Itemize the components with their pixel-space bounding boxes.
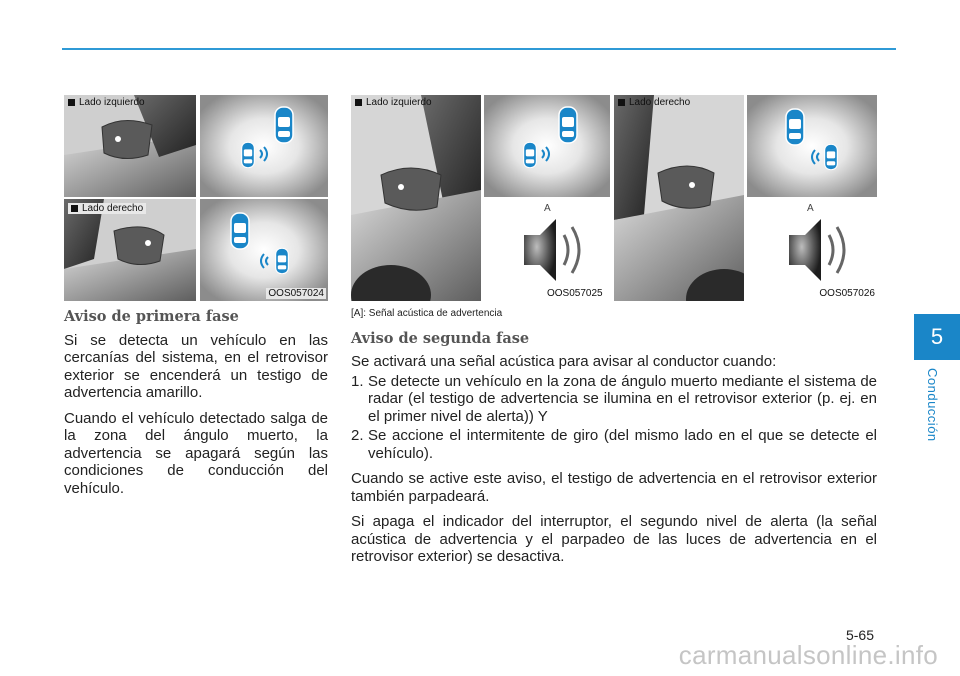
bullet-square-icon	[355, 99, 362, 106]
caption-right-side: Lado derecho	[68, 203, 146, 214]
bullet-square-icon	[71, 205, 78, 212]
caption-left-side: Lado izquierdo	[355, 97, 432, 108]
figure-code-right: OOS057026	[819, 288, 875, 299]
chapter-title: Conducción	[925, 368, 940, 442]
burst-illustration-left-2	[484, 95, 610, 197]
mirror-photo-right-large	[614, 95, 744, 301]
burst-illustration-left	[200, 95, 328, 197]
watermark: carmanualsonline.info	[678, 640, 938, 670]
caption-left-side: Lado izquierdo	[68, 97, 145, 108]
section-first-stage	[64, 308, 328, 505]
speaker-label: A	[807, 203, 814, 214]
paragraph: Cuando el vehículo detectado salga de la zona del ángulo muerto, la advertencia se apagará según las condiciones de conducción del vehículo.	[64, 409, 328, 497]
mirror-photo-left-large	[351, 95, 481, 301]
figure-code: OOS057024	[268, 288, 324, 299]
figure-second-stage	[351, 95, 877, 301]
paragraph: Cuando se active este aviso, el testigo de advertencia en el retrovisor exterior también parpadeará.	[351, 470, 877, 505]
figure-note: [A]: Señal acústica de advertencia	[351, 308, 503, 319]
chapter-number-tab: 5	[914, 314, 960, 360]
speaker-label: A	[544, 203, 551, 214]
page-number: 5-65	[845, 627, 874, 643]
section-heading: Aviso de primera fase	[64, 308, 239, 325]
speaker-illustration-left	[484, 199, 610, 301]
mirror-photo-left	[64, 95, 196, 197]
paragraph: Si apaga el indicador del interruptor, el segundo nivel de alerta (la señal acústica de advertencia y el parpadeo de las luces de advertencia en el retrovisor exterior) se desactiva.	[351, 513, 877, 565]
header-rule	[62, 48, 896, 50]
caption-right-side: Lado derecho	[618, 97, 690, 108]
figure-first-stage	[64, 95, 328, 301]
paragraph: Se activará una señal acústica para avisar al conductor cuando:	[351, 353, 777, 370]
bullet-square-icon	[618, 99, 625, 106]
paragraph: Si se detecta un vehículo en las cercanías del sistema, en el retrovisor exterior se encenderá un testigo de advertencia amarillo.	[64, 331, 328, 401]
list-item: 2. Se accione el intermitente de giro (del mismo lado en el que se detecte el vehículo).	[351, 427, 877, 462]
speaker-illustration-right	[747, 199, 877, 301]
mirror-photo-right	[64, 199, 196, 301]
burst-illustration-right-2	[747, 95, 877, 197]
condition-list	[351, 373, 877, 463]
burst-illustration-right	[200, 199, 328, 301]
figure-code-left: OOS057025	[547, 288, 603, 299]
bullet-square-icon	[68, 99, 75, 106]
list-item: 1. Se detecte un vehículo en la zona de ángulo muerto mediante el sistema de radar (el testigo de advertencia se ilumina en el retrovisor exterior (p. ej. en el primer nivel de alerta)) Y	[351, 372, 877, 425]
section-heading: Aviso de segunda fase	[351, 329, 530, 347]
section-second-stage	[351, 305, 877, 574]
